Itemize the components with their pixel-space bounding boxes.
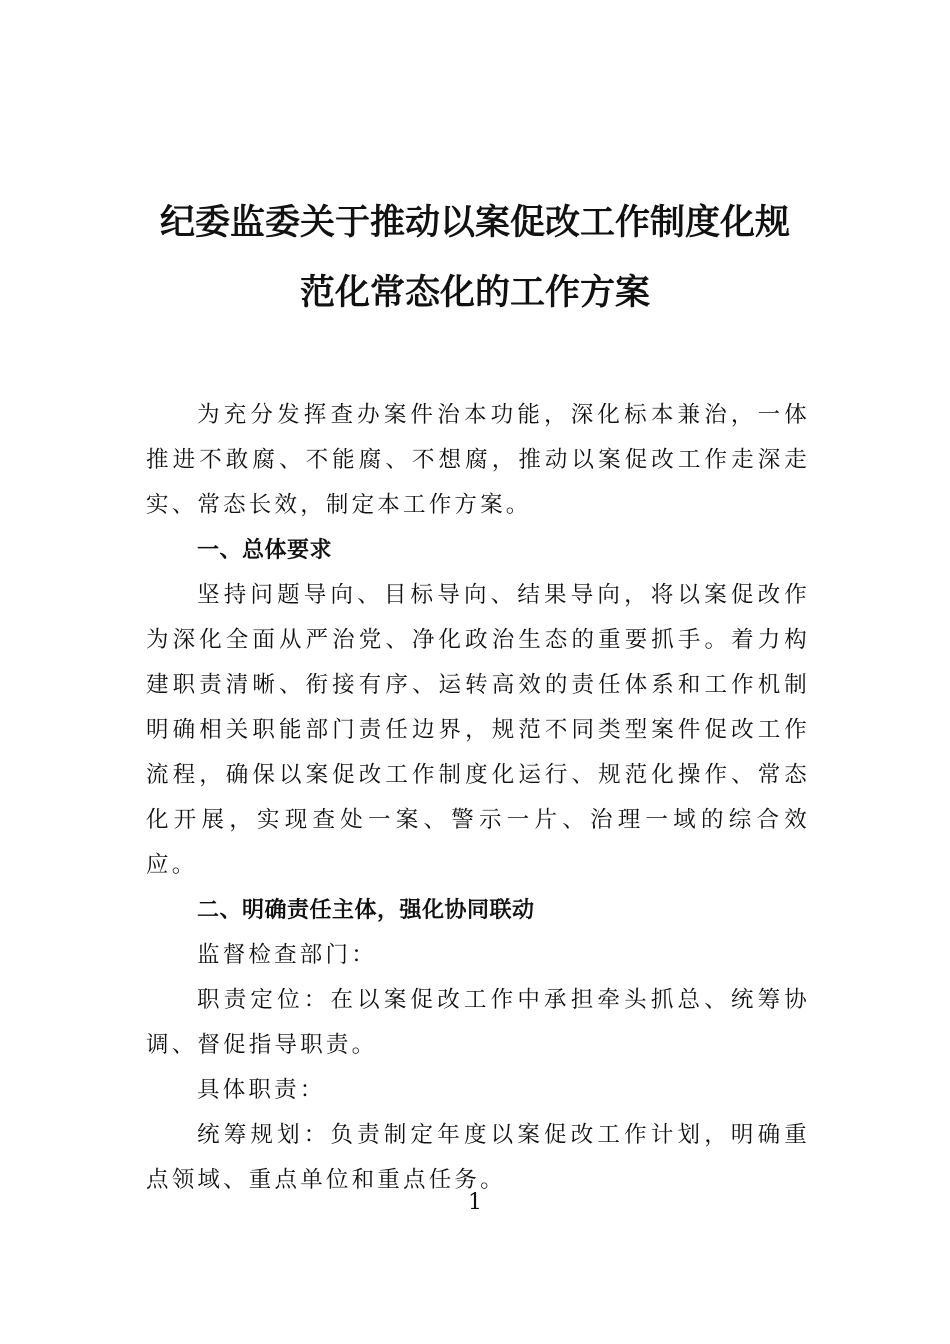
supervision-department-label: 监督检查部门： bbox=[197, 942, 377, 968]
page-number: 1 bbox=[468, 1190, 482, 1215]
document-title bbox=[120, 188, 830, 328]
document-body bbox=[146, 393, 810, 1203]
intro-paragraph: 为充分发挥查办案件治本功能，深化标本兼治，一体推进不敢腐、不能腐、不想腐，推动以案促改工作走深走实、常态长效，制定本工作方案。 bbox=[146, 402, 810, 518]
section-heading-2: 二、明确责任主体，强化协同联动 bbox=[197, 898, 535, 923]
duty-positioning-paragraph: 职责定位：在以案促改工作中承担牵头抓总、统筹协调、督促指导职责。 bbox=[146, 987, 810, 1058]
specific-duties-label: 具体职责： bbox=[197, 1077, 326, 1103]
section-heading-1: 一、总体要求 bbox=[197, 538, 333, 563]
general-requirements-paragraph: 坚持问题导向、目标导向、结果导向，将以案促改作为深化全面从严治党、净化政治生态的重要抓手。着力构建职责清晰、衔接有序、运转高效的责任体系和工作机制明确相关职能部门责任边界，规范不同类型案件促改工作流程，确保以案促改工作制度化运行、规范化操作、常态化开展，实现查处一案、警示一片、治理一域的综合效应。 bbox=[146, 582, 810, 878]
overall-planning-paragraph: 统筹规划：负责制定年度以案促改工作计划，明确重点领域、重点单位和重点任务。 bbox=[146, 1122, 810, 1193]
title-line-2: 范化常态化的工作方案 bbox=[299, 272, 650, 313]
title-line-1: 纪委监委关于推动以案促改工作制度化规 bbox=[159, 202, 790, 243]
